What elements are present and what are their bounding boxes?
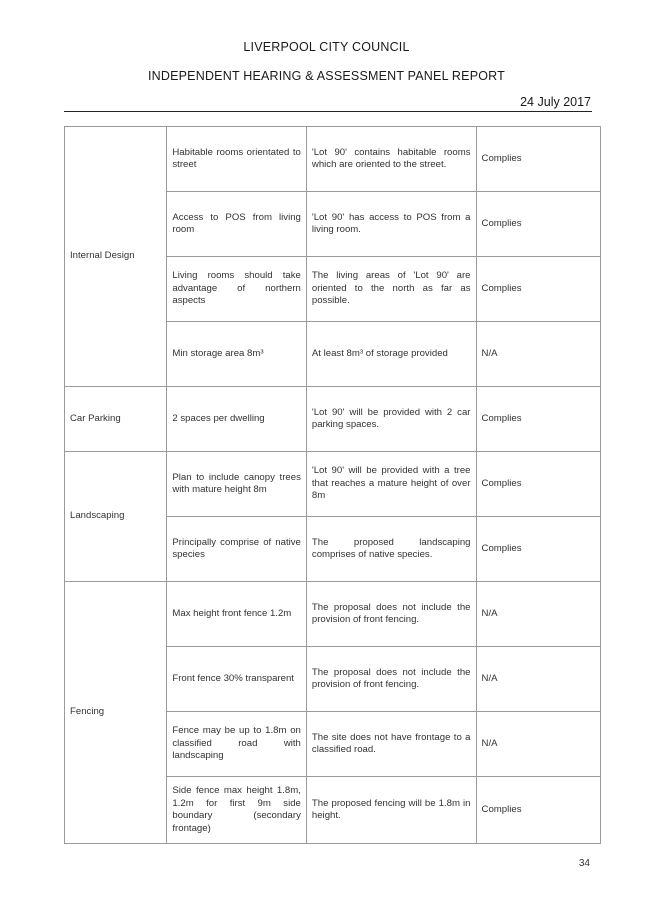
proposal-cell: The living areas of 'Lot 90' are oriented to the north as far as possible. bbox=[306, 257, 476, 322]
requirement-cell: Plan to include canopy trees with mature height 8m bbox=[167, 452, 307, 517]
status-cell: Complies bbox=[476, 452, 600, 517]
category-cell: Fencing bbox=[65, 582, 167, 844]
proposal-cell: The proposal does not include the provision of front fencing. bbox=[306, 582, 476, 647]
proposal-cell: 'Lot 90' will be provided with a tree that reaches a mature height of over 8m bbox=[306, 452, 476, 517]
council-name: LIVERPOOL CITY COUNCIL bbox=[243, 40, 410, 54]
status-cell: N/A bbox=[476, 712, 600, 777]
report-title: INDEPENDENT HEARING & ASSESSMENT PANEL REPORT bbox=[147, 69, 505, 83]
status-cell: Complies bbox=[476, 257, 600, 322]
requirement-cell: 2 spaces per dwelling bbox=[167, 387, 307, 452]
table-row bbox=[65, 387, 601, 452]
table-row bbox=[65, 127, 601, 192]
requirement-cell: Access to POS from living room bbox=[167, 192, 307, 257]
requirement-cell: Min storage area 8m³ bbox=[167, 322, 307, 387]
proposal-cell: 'Lot 90' has access to POS from a living room. bbox=[306, 192, 476, 257]
report-date: 24 July 2017 bbox=[520, 95, 591, 109]
category-cell: Car Parking bbox=[65, 387, 167, 452]
requirement-cell: Fence may be up to 1.8m on classified road with landscaping bbox=[167, 712, 307, 777]
category-cell: Landscaping bbox=[65, 452, 167, 582]
proposal-cell: 'Lot 90' will be provided with 2 car parking spaces. bbox=[306, 387, 476, 452]
requirement-cell: Principally comprise of native species bbox=[167, 517, 307, 582]
table-row bbox=[65, 582, 601, 647]
table-row bbox=[65, 452, 601, 517]
requirement-cell: Front fence 30% transparent bbox=[167, 647, 307, 712]
proposal-cell: At least 8m³ of storage provided bbox=[306, 322, 476, 387]
category-cell: Internal Design bbox=[65, 127, 167, 387]
requirement-cell: Max height front fence 1.2m bbox=[167, 582, 307, 647]
proposal-cell: The site does not have frontage to a classified road. bbox=[306, 712, 476, 777]
header-divider bbox=[64, 111, 592, 112]
status-cell: Complies bbox=[476, 777, 600, 844]
page-number: 34 bbox=[578, 858, 590, 869]
status-cell: Complies bbox=[476, 192, 600, 257]
requirement-cell: Living rooms should take advantage of northern aspects bbox=[167, 257, 307, 322]
status-cell: N/A bbox=[476, 322, 600, 387]
requirement-cell: Side fence max height 1.8m, 1.2m for first 9m side boundary (secondary frontage) bbox=[167, 777, 307, 844]
requirement-cell: Habitable rooms orientated to street bbox=[167, 127, 307, 192]
status-cell: Complies bbox=[476, 387, 600, 452]
proposal-cell: The proposed landscaping comprises of native species. bbox=[306, 517, 476, 582]
status-cell: N/A bbox=[476, 582, 600, 647]
proposal-cell: The proposal does not include the provision of front fencing. bbox=[306, 647, 476, 712]
status-cell: N/A bbox=[476, 647, 600, 712]
assessment-table bbox=[64, 126, 601, 844]
status-cell: Complies bbox=[476, 127, 600, 192]
status-cell: Complies bbox=[476, 517, 600, 582]
proposal-cell: 'Lot 90' contains habitable rooms which are oriented to the street. bbox=[306, 127, 476, 192]
proposal-cell: The proposed fencing will be 1.8m in height. bbox=[306, 777, 476, 844]
